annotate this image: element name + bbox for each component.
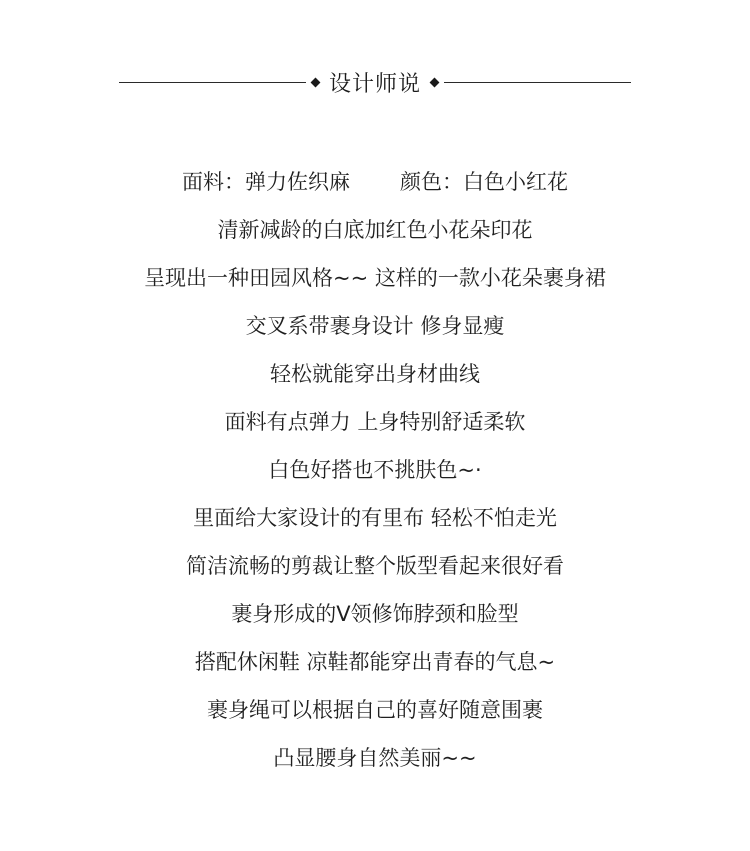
note-line: 简洁流畅的剪裁让整个版型看起来很好看 — [186, 554, 564, 578]
note-line: 呈现出一种田园风格~~ 这样的一款小花朵裹身裙 — [144, 266, 606, 290]
color-info: 颜色：白色小红花 — [400, 170, 568, 194]
designer-notes — [0, 161, 750, 785]
note-line: 裹身形成的V领修饰脖颈和脸型 — [231, 602, 519, 626]
fabric-info: 面料：弹力佐织麻 — [182, 170, 350, 194]
note-line: 里面给大家设计的有里布 轻松不怕走光 — [193, 506, 557, 530]
header-left-rule — [119, 82, 306, 83]
note-line: 清新减龄的白底加红色小花朵印花 — [217, 218, 533, 242]
note-line: 凸显腰身自然美丽~~ — [273, 746, 477, 770]
diamond-left-icon — [311, 77, 321, 87]
note-line: 搭配休闲鞋 凉鞋都能穿出青春的气息~ — [194, 650, 556, 674]
fabric-color-line — [0, 161, 750, 209]
note-line: 白色好搭也不挑肤色~· — [268, 458, 482, 482]
note-line: 裹身绳可以根据自己的喜好随意围裹 — [207, 698, 543, 722]
header-right-rule — [444, 82, 631, 83]
section-title: 设计师说 — [329, 71, 422, 97]
diamond-right-icon — [430, 77, 440, 87]
note-line: 交叉系带裹身设计 修身显瘦 — [245, 314, 505, 338]
section-header — [119, 64, 631, 100]
note-line: 轻松就能穿出身材曲线 — [270, 362, 480, 386]
note-line: 面料有点弹力 上身特别舒适柔软 — [224, 410, 526, 434]
